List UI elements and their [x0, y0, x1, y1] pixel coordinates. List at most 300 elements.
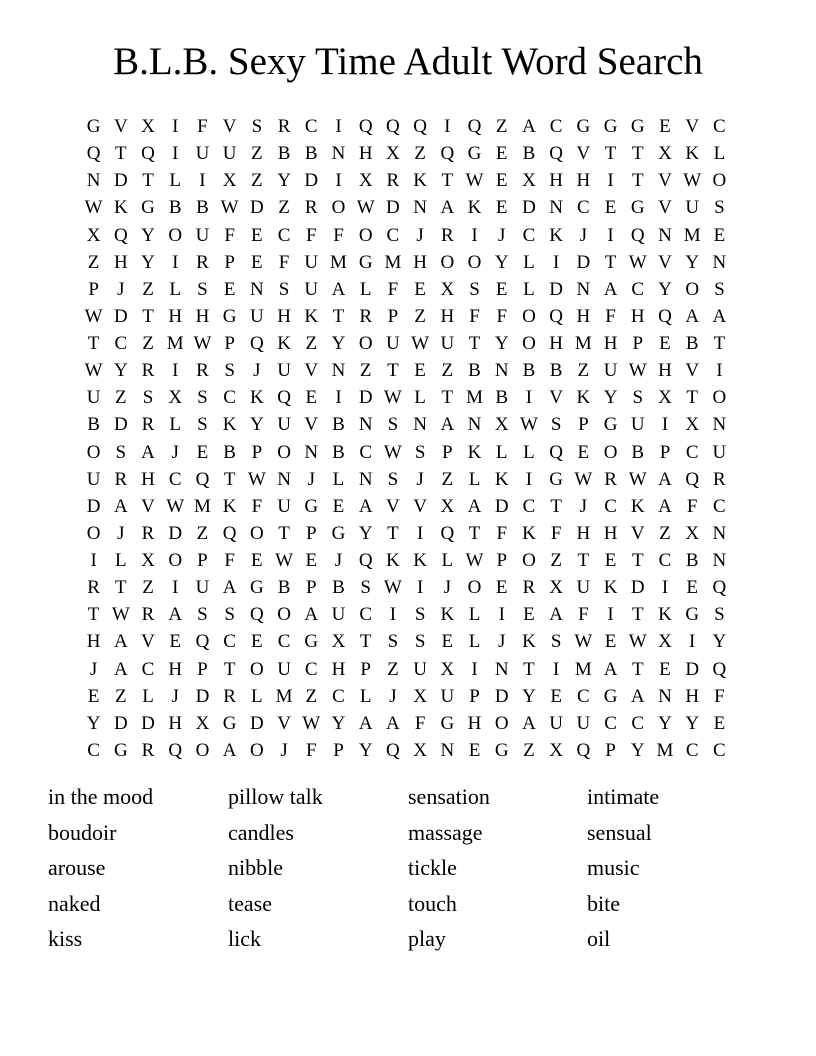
- word-list-column: [408, 779, 586, 957]
- grid-letter: I: [661, 577, 669, 599]
- grid-letter: K: [277, 333, 291, 355]
- grid-letter: E: [441, 631, 454, 653]
- grid-letter: S: [550, 631, 562, 653]
- grid-letter: U: [440, 333, 455, 355]
- grid-letter: F: [414, 712, 426, 734]
- grid-letter: U: [331, 604, 346, 626]
- grid-letter: U: [685, 197, 700, 219]
- grid-letter: T: [441, 387, 454, 409]
- grid-letter: A: [685, 305, 700, 327]
- grid-letter: U: [440, 685, 455, 707]
- grid-letter: Z: [278, 197, 290, 219]
- grid-letter: E: [659, 658, 671, 680]
- grid-letter: A: [522, 116, 536, 138]
- grid-letter: H: [576, 522, 591, 544]
- grid-letter: T: [278, 522, 290, 544]
- grid-letter: Q: [86, 143, 101, 165]
- grid-letter: C: [577, 197, 590, 219]
- grid-letter: I: [389, 604, 397, 626]
- grid-letter: P: [305, 522, 317, 544]
- grid-letter: R: [141, 522, 155, 544]
- grid-letter: G: [86, 116, 101, 138]
- grid-letter: W: [302, 712, 321, 734]
- grid-letter: U: [630, 414, 645, 436]
- grid-letter: L: [169, 170, 182, 192]
- grid-letter: C: [713, 739, 726, 761]
- grid-letter: P: [578, 414, 589, 436]
- word-list-item: boudoir: [48, 819, 117, 845]
- grid-letter: Z: [550, 550, 562, 572]
- grid-letter: K: [413, 170, 427, 192]
- grid-letter: V: [413, 495, 427, 517]
- grid-letter: Q: [576, 739, 591, 761]
- grid-letter: W: [193, 333, 212, 355]
- grid-letter: O: [168, 224, 183, 246]
- grid-letter: A: [386, 712, 400, 734]
- word-list-item: intimate: [587, 784, 660, 809]
- grid-letter: W: [247, 468, 266, 490]
- grid-letter: D: [685, 658, 700, 680]
- grid-letter: E: [251, 631, 263, 653]
- grid-letter: O: [86, 522, 101, 544]
- grid-letter: I: [416, 577, 424, 599]
- grid-letter: Q: [358, 550, 373, 572]
- word-list-item: play: [408, 926, 446, 952]
- grid-letter: F: [305, 224, 317, 246]
- grid-letter: B: [522, 360, 536, 382]
- grid-letter: I: [172, 116, 179, 138]
- grid-letter: W: [84, 197, 103, 219]
- grid-letter: N: [467, 414, 482, 436]
- grid-letter: D: [576, 251, 591, 273]
- grid-letter: O: [86, 441, 101, 463]
- grid-letter: T: [631, 658, 644, 680]
- grid-letter: K: [304, 305, 319, 327]
- grid-letter: G: [630, 197, 645, 219]
- grid-letter: F: [224, 550, 235, 572]
- grid-letter: R: [522, 577, 536, 599]
- grid-letter: R: [141, 360, 155, 382]
- grid-letter: Z: [115, 685, 127, 707]
- word-list-item: touch: [408, 890, 457, 916]
- grid-letter: H: [549, 170, 563, 192]
- grid-letter: G: [141, 197, 155, 219]
- grid-letter: A: [467, 495, 482, 517]
- grid-letter: Z: [115, 387, 127, 409]
- grid-letter: W: [275, 550, 294, 572]
- grid-letter: G: [304, 631, 319, 653]
- grid-letter: Y: [277, 170, 291, 192]
- grid-letter: G: [222, 712, 237, 734]
- grid-letter: K: [549, 224, 563, 246]
- grid-letter: S: [224, 604, 235, 626]
- grid-letter: Q: [413, 116, 427, 138]
- grid-letter: P: [88, 278, 99, 300]
- grid-letter: E: [604, 631, 617, 653]
- grid-letter: V: [222, 116, 237, 138]
- grid-letter: M: [574, 658, 592, 680]
- grid-letter: Y: [331, 333, 346, 355]
- grid-letter: X: [358, 170, 373, 192]
- grid-letter: N: [576, 278, 591, 300]
- grid-letter: A: [141, 441, 155, 463]
- grid-letter: Q: [712, 658, 727, 680]
- grid-letter: S: [142, 387, 154, 409]
- grid-letter: D: [168, 522, 183, 544]
- grid-letter: C: [604, 495, 617, 517]
- grid-letter: N: [331, 143, 346, 165]
- grid-letter: E: [659, 333, 671, 355]
- grid-letter: K: [222, 495, 237, 517]
- grid-letter: U: [576, 712, 591, 734]
- grid-letter: A: [113, 658, 128, 680]
- grid-letter: T: [631, 170, 644, 192]
- grid-letter: N: [331, 360, 346, 382]
- grid-letter: G: [494, 739, 509, 761]
- grid-letter: W: [166, 495, 185, 517]
- grid-letter: X: [86, 224, 101, 246]
- grid-letter: F: [605, 305, 616, 327]
- grid-letter: E: [604, 197, 617, 219]
- grid-letter: Z: [142, 577, 154, 599]
- grid-letter: I: [498, 604, 505, 626]
- grid-letter: H: [603, 333, 618, 355]
- grid-letter: W: [628, 360, 647, 382]
- grid-letter: Q: [630, 224, 645, 246]
- grid-letter: L: [713, 143, 726, 165]
- grid-letter: W: [383, 441, 402, 463]
- grid-letter: V: [304, 414, 319, 436]
- grid-letter: B: [631, 441, 645, 463]
- grid-letter: Z: [305, 333, 318, 355]
- grid-letter: I: [607, 170, 614, 192]
- grid-letter: H: [113, 251, 128, 273]
- grid-letter: W: [628, 468, 647, 490]
- grid-letter: R: [141, 414, 155, 436]
- grid-letter: B: [196, 197, 209, 219]
- grid-letter: O: [249, 658, 264, 680]
- grid-letter: X: [494, 414, 509, 436]
- grid-letter: T: [523, 658, 535, 680]
- grid-letter: T: [142, 305, 154, 327]
- grid-letter: W: [628, 631, 647, 653]
- grid-letter: N: [712, 550, 727, 572]
- word-list-column: [587, 779, 765, 957]
- grid-letter: Y: [630, 739, 645, 761]
- grid-letter: W: [84, 305, 103, 327]
- grid-letter: V: [304, 360, 319, 382]
- grid-letter: Y: [658, 278, 672, 300]
- grid-letter: K: [249, 387, 264, 409]
- grid-letter: C: [332, 685, 345, 707]
- grid-letter: Z: [414, 305, 426, 327]
- grid-letter: F: [305, 739, 317, 761]
- grid-letter: M: [466, 387, 483, 409]
- grid-letter: C: [304, 658, 318, 680]
- grid-letter: V: [141, 495, 155, 517]
- grid-letter: K: [222, 414, 237, 436]
- grid-letter: X: [658, 631, 672, 653]
- grid-letter: C: [277, 224, 291, 246]
- grid-letter: T: [332, 305, 345, 327]
- word-list-item: massage: [408, 819, 483, 845]
- grid-letter: I: [689, 631, 696, 653]
- grid-letter: G: [603, 414, 618, 436]
- grid-letter: O: [467, 251, 482, 273]
- grid-letter: H: [630, 305, 645, 327]
- grid-letter: Q: [249, 604, 264, 626]
- grid-letter: W: [411, 333, 430, 355]
- grid-letter: P: [305, 577, 317, 599]
- grid-letter: S: [714, 197, 725, 219]
- grid-letter: R: [87, 577, 100, 599]
- grid-letter: T: [359, 631, 372, 653]
- grid-letter: P: [605, 739, 616, 761]
- grid-letter: A: [113, 631, 128, 653]
- grid-letter: F: [469, 305, 480, 327]
- grid-letter: I: [172, 577, 179, 599]
- grid-letter: F: [251, 495, 263, 517]
- grid-letter: B: [277, 143, 291, 165]
- word-list-item: in the mood: [48, 784, 154, 809]
- grid-letter: E: [332, 495, 345, 517]
- grid-letter: A: [440, 197, 455, 219]
- grid-letter: C: [522, 495, 536, 517]
- word-list-column: [48, 779, 226, 957]
- grid-letter: D: [86, 495, 101, 517]
- grid-letter: E: [305, 550, 318, 572]
- grid-letter: S: [714, 278, 725, 300]
- grid-letter: H: [86, 631, 101, 653]
- word-list-item: music: [587, 855, 640, 881]
- grid-letter: W: [111, 604, 130, 626]
- grid-letter: S: [224, 360, 235, 382]
- grid-letter: I: [471, 224, 478, 246]
- grid-letter: T: [631, 604, 644, 626]
- grid-letter: Q: [168, 739, 183, 761]
- grid-letter: E: [713, 224, 726, 246]
- grid-letter: N: [86, 170, 101, 192]
- grid-letter: L: [523, 278, 535, 300]
- grid-letter: K: [113, 197, 128, 219]
- grid-letter: H: [277, 305, 291, 327]
- grid-letter: D: [386, 197, 400, 219]
- grid-letter: A: [549, 604, 563, 626]
- grid-letter: G: [331, 522, 346, 544]
- grid-letter: E: [495, 170, 508, 192]
- word-list-item: lick: [228, 926, 261, 952]
- grid-letter: E: [604, 550, 617, 572]
- grid-letter: C: [604, 712, 617, 734]
- grid-letter: H: [603, 522, 618, 544]
- grid-letter: E: [523, 604, 535, 626]
- grid-letter: H: [168, 712, 183, 734]
- grid-letter: P: [442, 441, 453, 463]
- grid-letter: X: [658, 143, 672, 165]
- grid-letter: Q: [549, 143, 563, 165]
- grid-letter: J: [117, 278, 125, 300]
- grid-letter: D: [113, 305, 128, 327]
- grid-letter: K: [658, 604, 672, 626]
- grid-letter: O: [522, 550, 536, 572]
- grid-letter: I: [607, 224, 614, 246]
- grid-letter: F: [496, 522, 508, 544]
- grid-letter: R: [386, 170, 400, 192]
- grid-letter: Z: [359, 360, 372, 382]
- grid-letter: O: [603, 441, 618, 463]
- grid-letter: M: [166, 333, 184, 355]
- grid-letter: Q: [195, 631, 210, 653]
- grid-letter: C: [713, 116, 726, 138]
- grid-letter: E: [495, 577, 508, 599]
- grid-letter: L: [495, 441, 508, 463]
- grid-letter: D: [304, 170, 319, 192]
- grid-letter: F: [224, 224, 235, 246]
- grid-letter: Y: [685, 251, 700, 273]
- grid-letter: Q: [658, 305, 672, 327]
- grid-letter: K: [467, 197, 482, 219]
- grid-letter: F: [197, 116, 208, 138]
- grid-letter: K: [440, 604, 455, 626]
- grid-letter: U: [549, 712, 563, 734]
- grid-letter: L: [468, 468, 481, 490]
- grid-letter: Y: [141, 224, 155, 246]
- grid-letter: L: [332, 468, 345, 490]
- grid-letter: S: [387, 414, 399, 436]
- grid-letter: T: [87, 604, 100, 626]
- grid-letter: A: [113, 495, 128, 517]
- grid-letter: V: [685, 116, 700, 138]
- grid-letter: L: [359, 685, 372, 707]
- grid-letter: G: [603, 685, 618, 707]
- grid-letter: M: [384, 251, 402, 273]
- grid-letter: N: [304, 441, 319, 463]
- grid-letter: Y: [494, 251, 509, 273]
- grid-letter: X: [168, 387, 183, 409]
- grid-letter: Q: [386, 739, 400, 761]
- grid-letter: E: [87, 685, 100, 707]
- grid-letter: U: [222, 143, 237, 165]
- grid-letter: R: [196, 360, 209, 382]
- grid-letter: J: [171, 685, 179, 707]
- grid-letter: P: [251, 441, 263, 463]
- grid-letter: T: [142, 170, 154, 192]
- grid-letter: X: [440, 495, 455, 517]
- grid-letter: U: [304, 251, 319, 273]
- grid-letter: Y: [603, 387, 618, 409]
- grid-letter: L: [115, 550, 127, 572]
- grid-letter: V: [141, 631, 155, 653]
- grid-letter: I: [716, 360, 723, 382]
- grid-letter: V: [685, 360, 700, 382]
- grid-letter: H: [658, 360, 672, 382]
- grid-letter: J: [171, 441, 179, 463]
- grid-letter: S: [360, 577, 371, 599]
- grid-letter: H: [685, 685, 700, 707]
- grid-letter: E: [577, 441, 590, 463]
- grid-letter: D: [494, 495, 509, 517]
- word-list-item: naked: [48, 890, 101, 916]
- grid-letter: M: [275, 685, 293, 707]
- grid-letter: E: [495, 278, 508, 300]
- grid-letter: U: [277, 495, 291, 517]
- grid-letter: J: [280, 739, 288, 761]
- grid-letter: K: [522, 522, 536, 544]
- grid-letter: E: [251, 251, 263, 273]
- grid-letter: X: [549, 739, 563, 761]
- grid-letter: Q: [440, 522, 455, 544]
- word-list-item: sensual: [587, 819, 652, 845]
- grid-letter: L: [523, 251, 535, 273]
- grid-letter: Y: [658, 712, 672, 734]
- grid-letter: K: [467, 441, 482, 463]
- grid-letter: S: [469, 278, 480, 300]
- grid-letter: C: [168, 468, 182, 490]
- grid-letter: W: [383, 577, 402, 599]
- grid-letter: K: [603, 577, 618, 599]
- grid-letter: A: [358, 495, 373, 517]
- grid-letter: G: [603, 116, 618, 138]
- grid-letter: E: [251, 224, 263, 246]
- word-list: [48, 779, 768, 959]
- grid-letter: Y: [358, 739, 373, 761]
- grid-letter: E: [495, 143, 508, 165]
- grid-letter: K: [685, 143, 700, 165]
- grid-letter: E: [686, 577, 698, 599]
- grid-letter: B: [685, 333, 699, 355]
- grid-letter: G: [304, 495, 319, 517]
- grid-letter: T: [604, 143, 617, 165]
- grid-letter: E: [169, 631, 182, 653]
- grid-letter: B: [304, 143, 318, 165]
- grid-letter: N: [712, 414, 727, 436]
- grid-letter: Q: [358, 116, 373, 138]
- grid-letter: P: [197, 658, 208, 680]
- grid-letter: C: [549, 116, 563, 138]
- grid-letter: I: [444, 116, 451, 138]
- grid-letter: G: [549, 468, 563, 490]
- grid-letter: I: [172, 251, 179, 273]
- grid-letter: T: [631, 143, 644, 165]
- word-list-item: oil: [587, 926, 611, 952]
- grid-letter: R: [196, 251, 209, 273]
- grid-letter: E: [550, 685, 562, 707]
- grid-letter: Z: [142, 333, 154, 355]
- grid-letter: C: [631, 712, 645, 734]
- word-list-item: tease: [228, 890, 272, 916]
- grid-letter: B: [332, 414, 345, 436]
- grid-letter: V: [658, 197, 672, 219]
- grid-letter: R: [277, 116, 291, 138]
- grid-letter: U: [277, 658, 291, 680]
- grid-letter: X: [195, 712, 210, 734]
- grid-letter: J: [334, 550, 343, 572]
- grid-letter: O: [277, 441, 291, 463]
- grid-letter: B: [223, 441, 236, 463]
- grid-letter: H: [168, 305, 183, 327]
- grid-letter: F: [333, 224, 344, 246]
- grid-letter: U: [249, 305, 264, 327]
- grid-letter: A: [331, 278, 346, 300]
- grid-letter: J: [416, 224, 424, 246]
- grid-letter: A: [358, 712, 373, 734]
- grid-letter: T: [223, 658, 236, 680]
- grid-letter: R: [114, 468, 128, 490]
- grid-letter: E: [414, 278, 426, 300]
- grid-letter: V: [658, 251, 672, 273]
- grid-letter: T: [686, 387, 698, 409]
- grid-letter: C: [631, 278, 645, 300]
